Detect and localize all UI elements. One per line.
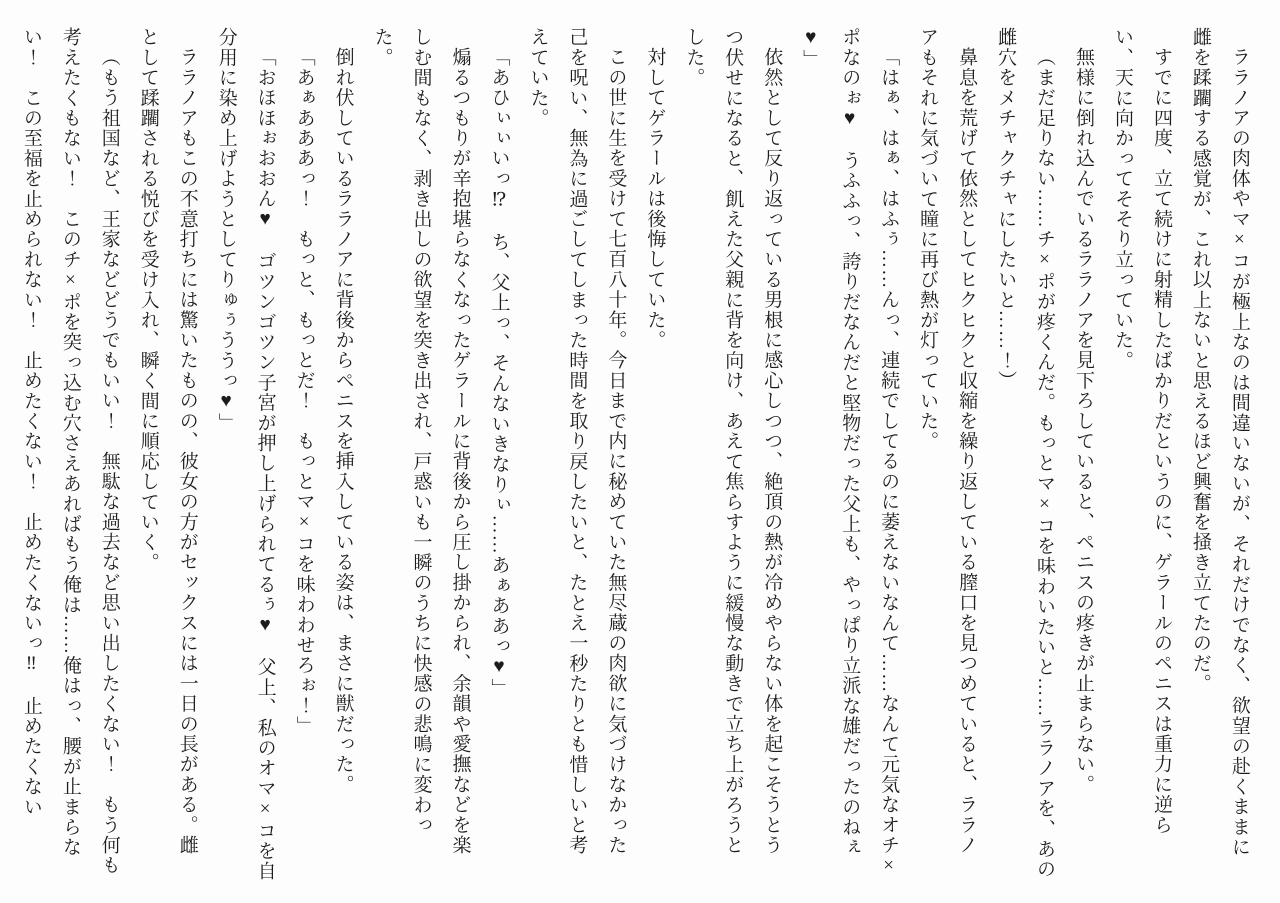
text-column: た。 — [371, 27, 393, 68]
text-columns — [20, 27, 1250, 882]
text-column: した。 — [683, 27, 705, 88]
text-column: 「あぁあああっ！ もっと、もっとだ！ もっとマ×コを味わわせろぉ！」 — [293, 47, 315, 736]
text-column: アもそれに気づいて瞳に再び熱が灯っていた。 — [917, 27, 939, 452]
text-column: 倒れ伏しているララノアに背後からペニスを挿入している姿は、まさに獣だった。 — [332, 47, 354, 795]
text-column: として蹂躙される悦びを受け入れ、瞬く間に順応していく。 — [137, 27, 159, 573]
text-column: 無様に倒れ込んでいるララノアを見下ろしていると、ペニスの疼きが止まらない。 — [1073, 47, 1094, 795]
text-column: （まだ足りない……チ×ポが疼くんだ。もっとマ×コを味わいたいと……ララノアを、あの — [1034, 47, 1056, 880]
text-column: すでに四度、立て続けに射精したばかりだというのに、ゲラールのペニスは重力に逆ら — [1150, 47, 1172, 835]
text-column: この世に生を受けて七百八十年。今日まで内に秘めていた無尽蔵の肉欲に気づけなかった — [605, 47, 627, 855]
text-column: 己を呪い、無為に過ごしてしまった時間を取り戻したいと、たとえ一秒たりとも惜しいと考 — [566, 27, 588, 856]
text-column: ララノアの肉体やマ×コが極上なのは間違いないが、それだけでなく、欲望の赴くままに — [1228, 47, 1250, 857]
text-column: しむ間もなく、剥き出しの欲望を突き出され、戸惑いも一瞬のうちに快感の悲鳴に変わっ — [410, 27, 432, 835]
text-column: （もう祖国など、王家などどうでもいい！ 無駄な過去など思い出したくない！ もう何も — [98, 47, 120, 876]
text-column: 「あひぃぃいっ⁉ ち、父上っ、そんないきなりぃ……あぁああっ♥」 — [488, 47, 510, 699]
text-column: 「はぁ、はぁ、はふぅ……んっ、連続でしてるのに萎えないなんて……なんて元気なオチ× — [878, 47, 900, 878]
text-column: 雌穴をメチャクチャにしたいと……！） — [995, 27, 1017, 391]
text-column: えていた。 — [527, 27, 549, 128]
text-column: ポなのぉ♥ うふふっ、誇りだなんだと堅物だった父上も、やっぱり立派な雄だったのねぇ — [839, 27, 861, 858]
text-column: 煽るつもりが辛抱堪らなくなったゲラールに背後から圧し掛かられ、余韻や愛撫などを楽 — [449, 47, 471, 855]
text-column: い！ この至福を止められない！ 止めたくない！ 止めたくないっ‼ 止めたくない — [20, 27, 42, 817]
text-column: 依然として反り返っている男根に感心しつつ、絶頂の熱が冷めやらない体を起こそうとう — [761, 47, 783, 855]
text-column: 対してゲラールは後悔していた。 — [644, 47, 666, 350]
text-column: つ伏せになると、飢えた父親に背を向け、あえて焦らすように緩慢な動きで立ち上がろうと — [722, 27, 744, 856]
text-column: 「おほほぉおおん♥ ゴツンゴツン子宮が押し上げられてるぅ♥ 父上、私のオマ×コを自 — [254, 47, 276, 882]
text-column: ♥」 — [800, 27, 822, 70]
text-column: 考えたくもない！ このチ×ポを突っ込む穴さえあればもう俺は……俺はっ、腰が止まらな — [59, 27, 81, 858]
text-column: ララノアもこの不意打ちには驚いたものの、彼女の方がセックスには一日の長がある。雌 — [176, 47, 198, 855]
text-column: 雌を蹂躙する感覚が、これ以上ないと思えるほど興奮を掻き立てたのだ。 — [1189, 27, 1211, 694]
text-column: 鼻息を荒げて依然としてヒクヒクと収縮を繰り返している膣口を見つめていると、ララノ — [956, 47, 978, 855]
text-column: い、天に向かってそそり立っていた。 — [1111, 27, 1133, 371]
text-column: 分用に染め上げようとしてりゅぅううっ♥」 — [215, 27, 237, 433]
